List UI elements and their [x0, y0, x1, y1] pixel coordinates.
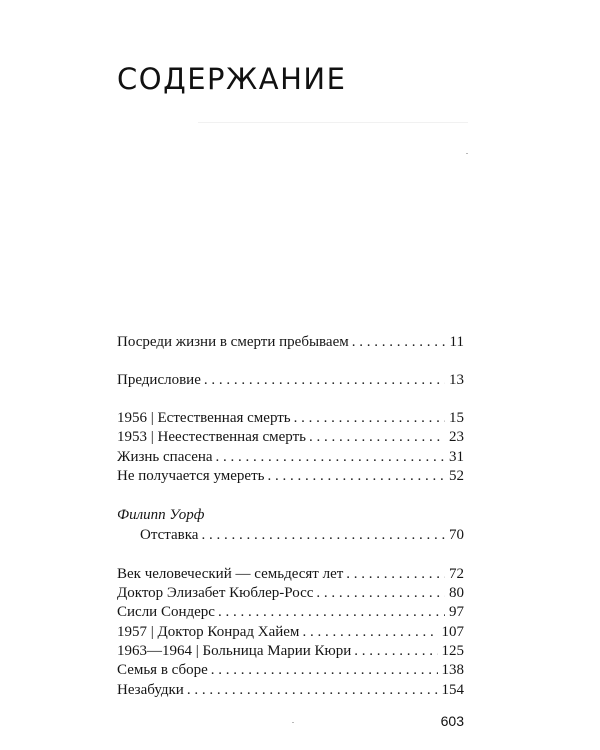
toc-entry-label: Отставка [140, 527, 199, 543]
dot-leader [218, 604, 445, 621]
dot-leader [216, 449, 445, 466]
toc-author-heading: Филипп Уорф [117, 507, 205, 523]
toc-entry-page: 52 [449, 468, 464, 484]
toc-entry-label: Незабудки [117, 682, 184, 698]
scan-speck [466, 153, 468, 154]
dot-leader [267, 468, 445, 485]
toc-entry-label: Век человеческий — семьдесят лет [117, 566, 344, 582]
dot-leader [201, 527, 445, 544]
toc-entry-label: Сисли Сондерс [117, 604, 215, 620]
toc-entry-page: 125 [441, 643, 464, 659]
toc-entry-page: 72 [449, 566, 464, 582]
toc-entry-label: Жизнь спасена [117, 449, 213, 465]
toc-entry[interactable] [117, 585, 464, 604]
dot-leader [309, 429, 445, 446]
toc-entry-page: 11 [449, 334, 464, 350]
toc-entry[interactable] [117, 662, 464, 681]
page-title: СОДЕРЖАНИЕ [117, 62, 347, 96]
toc-entry[interactable] [117, 429, 464, 448]
page-number: 603 [440, 713, 464, 729]
toc-entry-page: 97 [449, 604, 464, 620]
toc-entry-page: 15 [449, 410, 464, 426]
toc-entry-label: Предисловие [117, 372, 201, 388]
toc-entry[interactable] [117, 372, 464, 391]
toc-entry-label: 1957 | Доктор Конрад Хайем [117, 624, 300, 640]
toc-entry-page: 138 [441, 662, 464, 678]
toc-entry-page: 23 [449, 429, 464, 445]
toc-entry-page: 13 [449, 372, 464, 388]
dot-leader [354, 643, 437, 660]
dot-leader [346, 566, 445, 583]
toc-entry[interactable] [117, 604, 464, 623]
dot-leader [211, 662, 438, 679]
toc-entry[interactable] [117, 682, 464, 701]
toc-entry[interactable] [117, 566, 464, 585]
toc-entry-page: 107 [441, 624, 464, 640]
dot-leader [302, 624, 437, 641]
toc-entry-label: 1956 | Естественная смерть [117, 410, 291, 426]
toc-entry[interactable] [117, 643, 464, 662]
dot-leader [352, 334, 446, 351]
toc-entry-page: 154 [441, 682, 464, 698]
toc-entry[interactable] [117, 410, 464, 429]
dot-leader [204, 372, 445, 389]
toc-entry-page: 70 [449, 527, 464, 543]
toc-entry[interactable] [117, 624, 464, 643]
dot-leader [316, 585, 445, 602]
toc-entry[interactable] [117, 468, 464, 487]
toc-entry[interactable] [117, 334, 464, 353]
dot-leader [187, 682, 438, 699]
toc-entry-page: 80 [449, 585, 464, 601]
toc-entry[interactable] [117, 449, 464, 468]
toc-entry-label: Не получается умереть [117, 468, 265, 484]
toc-entry-label: Посреди жизни в смерти пребываем [117, 334, 349, 350]
scan-speck [292, 722, 294, 723]
toc-entry-label: Семья в сборе [117, 662, 208, 678]
toc-entry[interactable] [117, 527, 464, 546]
toc-entry-label: 1963—1964 | Больница Марии Кюри [117, 643, 352, 659]
dot-leader [294, 410, 445, 427]
toc-entry-label: 1953 | Неестественная смерть [117, 429, 307, 445]
toc-entry-page: 31 [449, 449, 464, 465]
faint-divider [198, 122, 468, 123]
toc-entry-label: Доктор Элизабет Кюблер-Росс [117, 585, 314, 601]
